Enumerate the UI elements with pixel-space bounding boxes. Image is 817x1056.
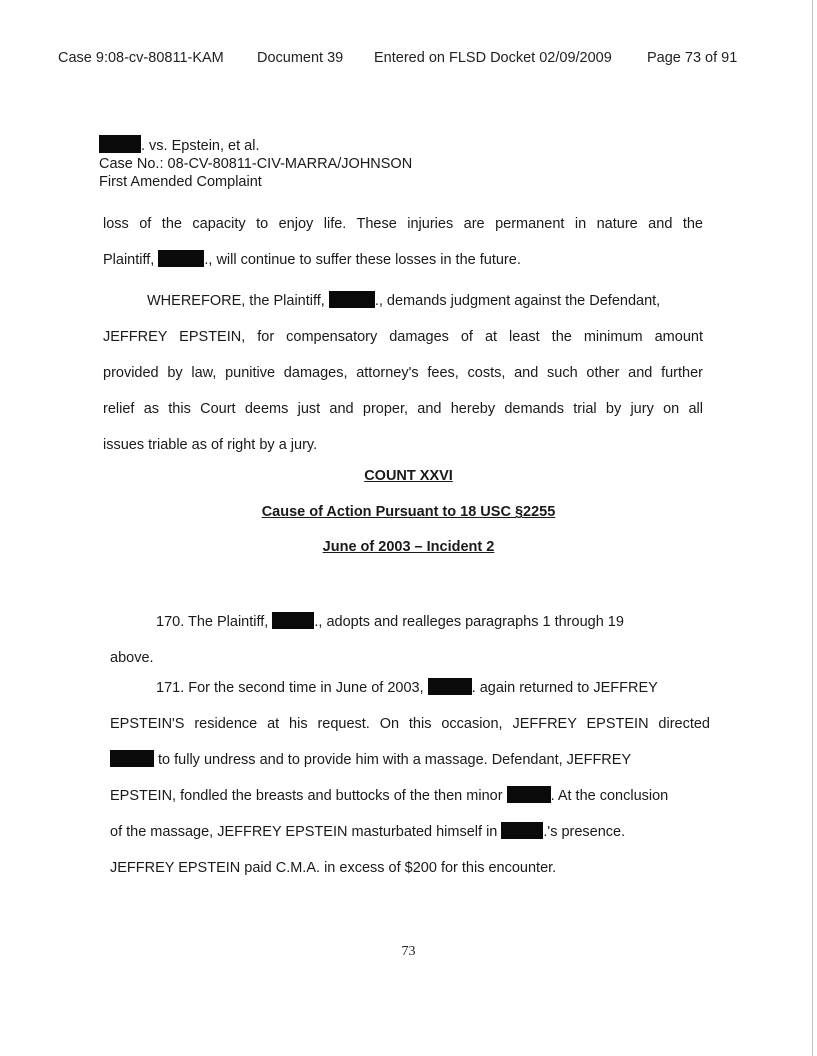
cause-heading: Cause of Action Pursuant to 18 USC §2255 bbox=[261, 504, 556, 520]
scan-edge-line bbox=[812, 0, 813, 1056]
redaction-box bbox=[272, 612, 314, 629]
paragraph-170 bbox=[110, 604, 710, 676]
body-line: to fully undress and to provide him with a massage. Defendant, JEFFREY bbox=[110, 742, 710, 778]
caption-doc-title: First Amended Complaint bbox=[99, 174, 262, 190]
redaction-box bbox=[507, 786, 551, 803]
count-heading: COUNT XXVI bbox=[364, 468, 453, 484]
body-line: 170. The Plaintiff, ., adopts and realleges paragraphs 1 through 19 bbox=[156, 614, 624, 630]
body-line: relief as this Court deems just and proper, and hereby demands trial by jury on all bbox=[103, 401, 703, 417]
caption-parties: . vs. Epstein, et al. bbox=[99, 135, 412, 155]
caption-case-no: Case No.: 08-CV-80811-CIV-MARRA/JOHNSON bbox=[99, 156, 413, 172]
body-line: above. bbox=[110, 650, 154, 666]
body-line: JEFFREY EPSTEIN, for compensatory damages of at least the minimum amount bbox=[103, 329, 703, 345]
body-line: JEFFREY EPSTEIN paid C.M.A. in excess of $200 for this encounter. bbox=[110, 860, 557, 876]
body-line: provided by law, punitive damages, attorney's fees, costs, and such other and further bbox=[103, 365, 703, 381]
body-line: EPSTEIN'S residence at his request. On this occasion, JEFFREY EPSTEIN directed bbox=[110, 716, 710, 732]
paragraph-damages bbox=[103, 206, 703, 278]
body-line: 171. For the second time in June of 2003, . again returned to JEFFREY bbox=[156, 680, 658, 696]
redaction-box bbox=[158, 250, 204, 267]
paragraph-171 bbox=[110, 670, 710, 886]
header-page-of-pages: Page 73 of 91 bbox=[647, 50, 738, 66]
body-line: loss of the capacity to enjoy life. These injuries are permanent in nature and the bbox=[103, 216, 703, 232]
header-docket-entry: Entered on FLSD Docket 02/09/2009 bbox=[374, 50, 612, 66]
redaction-box bbox=[501, 822, 543, 839]
paragraph-wherefore bbox=[103, 283, 703, 463]
body-line: Plaintiff, ., will continue to suffer these losses in the future. bbox=[103, 252, 521, 268]
redaction-box bbox=[110, 750, 154, 767]
body-line: WHEREFORE, the Plaintiff, ., demands judgment against the Defendant, bbox=[147, 293, 661, 309]
page-number: 73 bbox=[401, 944, 416, 959]
incident-heading: June of 2003 – Incident 2 bbox=[322, 539, 495, 555]
body-line: EPSTEIN, fondled the breasts and buttocks of the then minor . At the conclusion bbox=[110, 788, 669, 804]
body-line: issues triable as of right by a jury. bbox=[103, 437, 318, 453]
body-line: of the massage, JEFFREY EPSTEIN masturbated himself in .'s presence. bbox=[110, 824, 626, 840]
redaction-box bbox=[329, 291, 375, 308]
header-document-number: Document 39 bbox=[257, 50, 344, 66]
case-caption bbox=[99, 135, 412, 191]
redaction-box bbox=[428, 678, 472, 695]
redaction-box bbox=[99, 135, 141, 153]
header-case-number: Case 9:08-cv-80811-KAM bbox=[58, 50, 224, 66]
